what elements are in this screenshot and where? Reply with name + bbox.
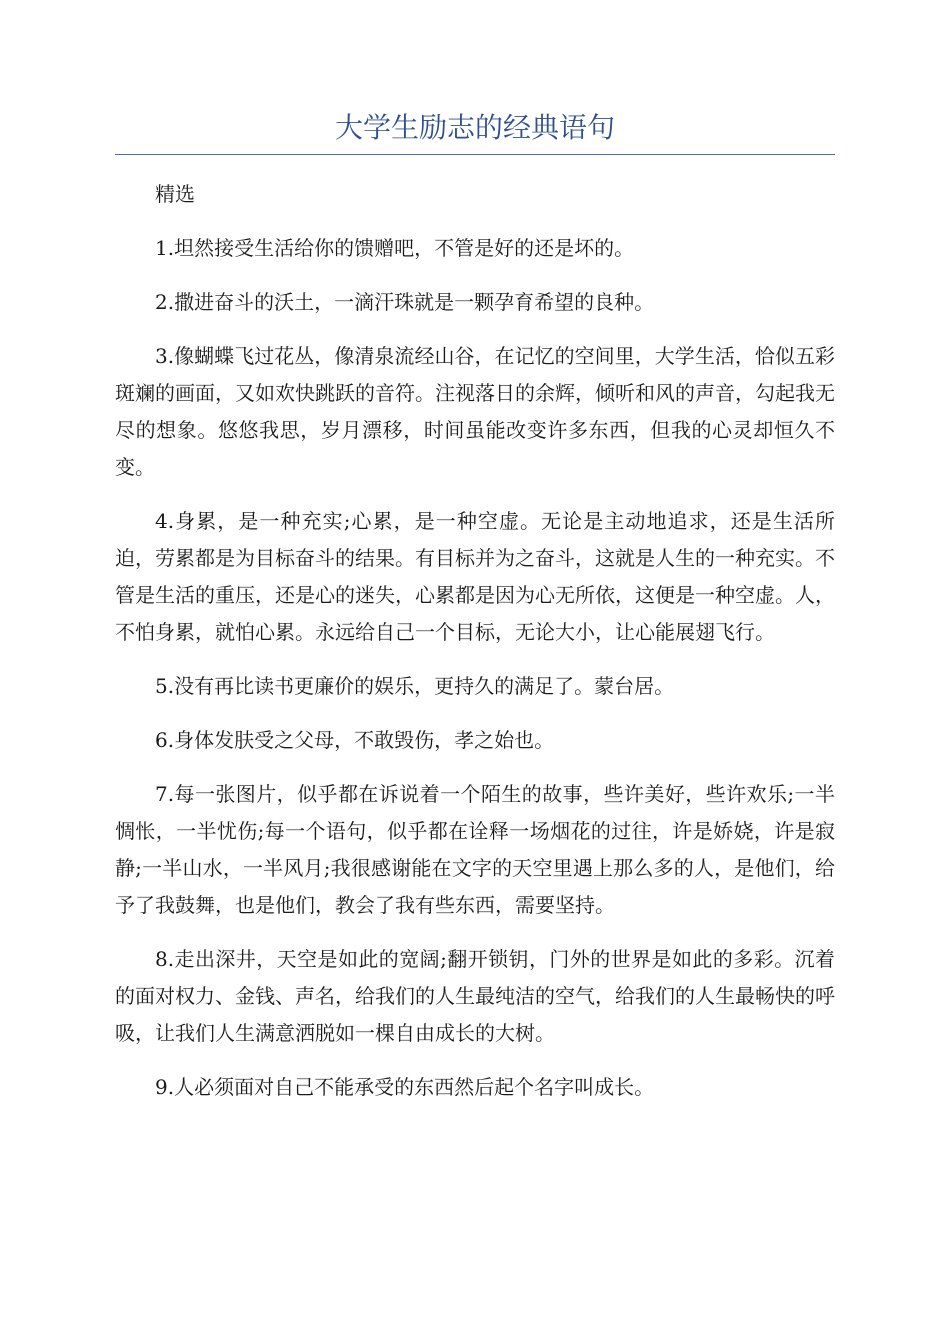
paragraph-9: 9.人必须面对自己不能承受的东西然后起个名字叫成长。 <box>155 1075 655 1099</box>
document-body <box>115 176 835 1123</box>
paragraph-8: 8.走出深井，天空是如此的宽阔;翻开锁钥，门外的世界是如此的多彩。沉着的面对权力、金钱、声名，给我们的人生最纯洁的空气，给我们的人生最畅快的呼吸，让我们人生满意洒脱如一棵自由成长的大树。 <box>115 947 835 1045</box>
paragraph-4: 4.身累，是一种充实;心累，是一种空虚。无论是主动地追求，还是生活所迫，劳累都是为目标奋斗的结果。有目标并为之奋斗，这就是人生的一种充实。不管是生活的重压，还是心的迷失，心累都是因为心无所依，这便是一种空虚。人，不怕身累，就怕心累。永远给自己一个目标，无论大小，让心能展翅飞行。 <box>115 509 835 644</box>
paragraph-1: 1.坦然接受生活给你的馈赠吧，不管是好的还是坏的。 <box>155 236 635 260</box>
paragraph-5: 5.没有再比读书更廉价的娱乐，更持久的满足了。蒙台居。 <box>155 674 675 698</box>
document-title: 大学生励志的经典语句 <box>334 111 615 144</box>
paragraph-6: 6.身体发肤受之父母，不敢毁伤，孝之始也。 <box>155 728 555 752</box>
paragraph-2: 2.撒进奋斗的沃土，一滴汗珠就是一颗孕育希望的良种。 <box>155 290 655 314</box>
paragraph-intro: 精选 <box>155 182 195 206</box>
paragraph-3: 3.像蝴蝶飞过花丛，像清泉流经山谷，在记忆的空间里，大学生活，恰似五彩斑斓的画面，又如欢快跳跃的音符。注视落日的余辉，倾听和风的声音，勾起我无尽的想象。悠悠我思，岁月漂移，时间虽能改变许多东西，但我的心灵却恒久不变。 <box>115 344 835 479</box>
paragraph-7: 7.每一张图片，似乎都在诉说着一个陌生的故事，些许美好，些许欢乐;一半惆怅，一半忧伤;每一个语句，似乎都在诠释一场烟花的过往，许是娇娆，许是寂静;一半山水，一半风月;我很感谢能在文字的天空里遇上那么多的人，是他们，给予了我鼓舞，也是他们，教会了我有些东西，需要坚持。 <box>115 782 835 917</box>
title-divider <box>115 154 835 155</box>
